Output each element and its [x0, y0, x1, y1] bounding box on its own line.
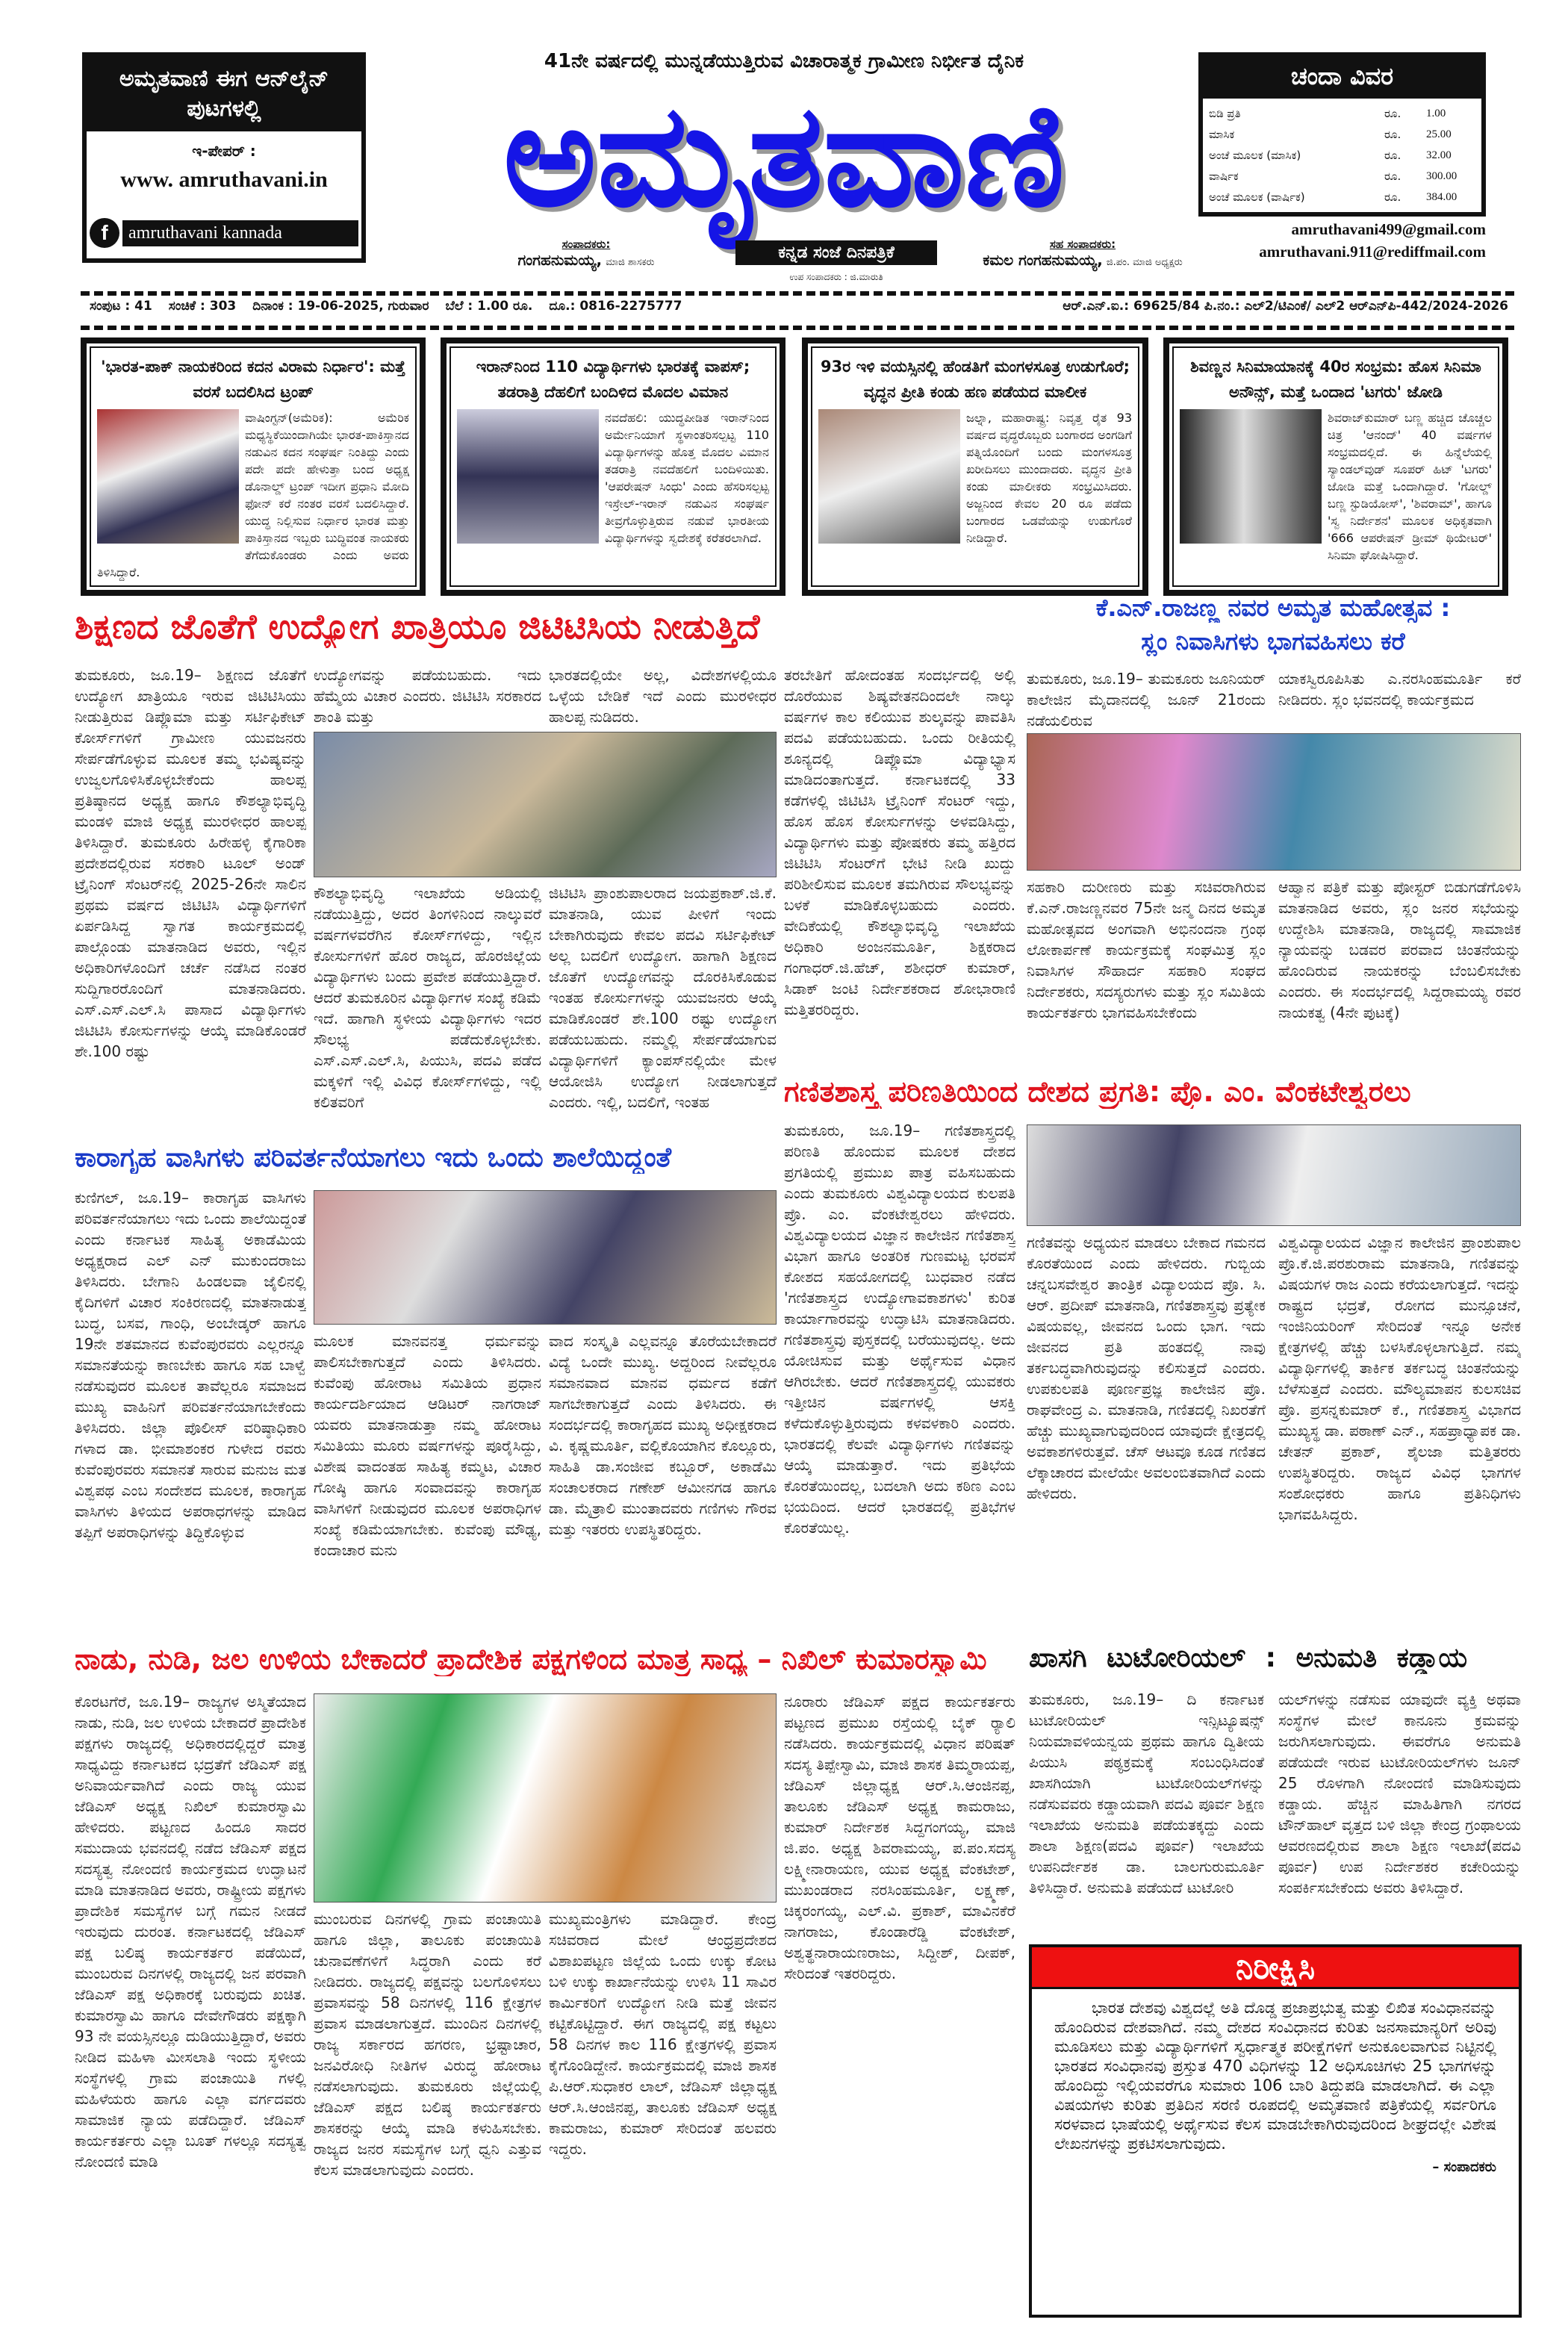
headline-maths: ಗಣಿತಶಾಸ್ತ್ರ ಪರಿಣತಿಯಿಂದ ದೇಶದ ಪ್ರಗತಿ: ಪ್ರೊ. ಎಂ. ವೆಂಕಟೇಶ್ವರಲು — [784, 1075, 1411, 1108]
subscription-row — [1209, 166, 1475, 187]
subscription-amount: 25.00 — [1426, 128, 1452, 140]
subscription-row — [1209, 187, 1475, 208]
date: ದಿನಾಂಕ : 19-06-2025, ಗುರುವಾರ — [252, 299, 429, 314]
headline-gttc: ಶಿಕ್ಷಣದ ಜೊತೆಗೆ ಉದ್ಯೋಗ ಖಾತ್ರಿಯೂ ಜಿಟಿಟಿಸಿಯ ನೀಡುತ್ತಿದೆ — [75, 606, 760, 647]
top-story-title: ಇರಾನ್‌ನಿಂದ 110 ವಿದ್ಯಾರ್ಥಿಗಳು ಭಾರತಕ್ಕೆ ವಾಪಸ್; ತಡರಾತ್ರಿ ದೆಹಲಿಗೆ ಬಂದಿಳಿದ ಮೊದಲ ವಿಮಾನ — [476, 358, 750, 401]
logo: ಅಮೃತವಾಣಿ — [503, 73, 1065, 238]
facebook-handle: amruthavani kannada — [122, 220, 358, 246]
subscription-row — [1209, 145, 1475, 166]
editor-name: ಗಂಗಹನುಮಯ್ಯ, — [517, 251, 603, 269]
editor-title: ಮಾಜಿ ಶಾಸಕರು — [606, 257, 655, 268]
top-story-title: 'ಭಾರತ-ಪಾಕ್ ನಾಯಕರಿಂದ ಕದನ ವಿರಾಮ ನಿರ್ಧಾರ': ಮತ್ತೆ ವರಸೆ ಬದಲಿಸಿದ ಟ್ರಂಪ್ — [101, 358, 405, 401]
epaper-label: ಇ-ಪೇಪರ್ : — [192, 142, 256, 160]
article-text: ಕುಣಿಗಲ್, ಜೂ.19– ಕಾರಾಗೃಹ ವಾಸಿಗಳು ಪರಿವರ್ತನೆಯಾಗಲು ಇದು ಒಂದು ಶಾಲೆಯಿದ್ದಂತೆ ಎಂದು ಕರ್ನಾಟಕ ಸಾಹಿತ್ಯ ಅಕಾಡೆಮಿಯ ಅಧ್ಯಕ್ಷರಾದ ಎಲ್ ಎನ್ ಮುಕುಂದರಾಜು ತಿಳಿಸಿದರು. ಬೇಗಾನಿ ಹಿಂಡಲವಾ ಜೈಲಿನಲ್ಲಿ ಕೈದಿಗಳಿಗೆ ವಿಚಾರ ಸಂಕಿರಣದಲ್ಲಿ ಮಾತನಾಡುತ್ತ ಬುದ್ಧ, ಬಸವ, ಗಾಂಧಿ, ಅಂಬೇಡ್ಕರ್ ಹಾಗೂ 19ನೇ ಶತಮಾನದ ಕುವೆಂಪುರವರು ಎಲ್ಲರನ್ನೂ ಸಮಾನತೆಯನ್ನು ಕಾಣಬೇಕು ಹಾಗೂ ಸಹ ಬಾಳ್ವೆ ನಡೆಸುವುದರ ಮೂಲಕ ತಾವೆಲ್ಲರೂ ಸಮಾಜದ ಮುಖ್ಯ ವಾಹಿನಿಗೆ ಪರಿವರ್ತನೆಯಾಗಬೇಕೆಂದು ತಿಳಿಸಿದರು. ಜಿಲ್ಲಾ ಪೊಲೀಸ್ ವರಿಷ್ಠಾಧಿಕಾರಿ ಗಳಾದ ಡಾ. ಭೀಮಾಶಂಕರ ಗುಳೇದ ರವರು ಕುವೆಂಪುರವರು ಸಮಾನತೆ ಸಾರುವ ಮನುಜ ಮತ ವಿಶ್ವಪಥ ಎಂಬ ಸಂದೇಶದ ಮೂಲಕ, ಕಾರಾಗೃಹ ವಾಸಿಗಳು ತಿಳಿಯದ ಅಪರಾಧಗಳನ್ನು ಮಾಡಿದ ತಪ್ಪಿಗೆ ಅಪರಾಧಿಗಳನ್ನು ತಿದ್ದಿಕೊಳ್ಳುವ — [75, 1189, 306, 1541]
volume: ಸಂಪುಟ : 41 — [90, 299, 152, 314]
top-story-text: ವಾಷಿಂಗ್ಟನ್(ಅಮೆರಿಕ): ಅಮೆರಿಕ ಮಧ್ಯಸ್ಥಿಕೆಯಿಂದಾಗಿಯೇ ಭಾರತ-ಪಾಕಿಸ್ತಾನದ ನಡುವಿನ ಕದನ ಸಂಘರ್ಷ ನಿಂತಿದ್ದು ಎಂದು ಪದೇ ಪದೇ ಹೇಳುತ್ತಾ ಬಂದ ಅಧ್ಯಕ್ಷ ಡೊನಾಲ್ಡ್ ಟ್ರಂಪ್ ಇದೀಗ ಪ್ರಧಾನಿ ಮೋದಿ ಫೋನ್ ಕರೆ ನಂತರ ವರಸೆ ಬದಲಿಸಿದ್ದಾರೆ. ಯುದ್ಧ ನಿಲ್ಲಿಸುವ ನಿರ್ಧಾರ ಭಾರತ ಮತ್ತು ಪಾಕಿಸ್ತಾನದ ಇಬ್ಬರು ಬುದ್ಧಿವಂತ ನಾಯಕರು ತೆಗೆದುಕೊಂಡರು ಎಂದು ಅವರು ತಿಳಿಸಿದ್ದಾರೆ. — [97, 411, 409, 579]
online-box — [82, 52, 366, 263]
article-text: ತುಮಕೂರು, ಜೂ.19– ಶಿಕ್ಷಣದ ಜೊತೆಗೆ ಉದ್ಯೋಗ ಖಾತ್ರಿಯೂ ಇರುವ ಜಿಟಿಟಿಸಿಯು ನೀಡುತ್ತಿರುವ ಡಿಪ್ಲೊಮಾ ಮತ್ತು ಸರ್ಟಿಫಿಕೇಟ್ ಕೋರ್ಸ್‌ಗಳಿಗೆ ಗ್ರಾಮೀಣ ಯುವಜನರು ಸೇರ್ಪಡೆಗೊಳ್ಳುವ ಮೂಲಕ ತಮ್ಮ ಭವಿಷ್ಯವನ್ನು ಉಜ್ವಲಗೊಳಿಸಿಕೊಳ್ಳಬೇಕೆಂದು ಹಾಲಪ್ಪ ಪ್ರತಿಷ್ಠಾನದ ಅಧ್ಯಕ್ಷ ಹಾಗೂ ಕೌಶಲ್ಯಾಭಿವೃದ್ಧಿ ಮಂಡಳಿ ಮಾಜಿ ಅಧ್ಯಕ್ಷ ಮುರಳೀಧರ ಹಾಲಪ್ಪ ತಿಳಿಸಿದ್ದಾರೆ. ತುಮಕೂರು ಹಿರೇಹಳ್ಳಿ ಕೈಗಾರಿಕಾ ಪ್ರದೇಶದಲ್ಲಿರುವ ಸರಕಾರಿ ಟೂಲ್ ಅಂಡ್ ಟ್ರೈನಿಂಗ್ ಸೆಂಟರ್‌ನಲ್ಲಿ 2025-26ನೇ ಸಾಲಿನ ಪ್ರಥಮ ವರ್ಷದ ಜಿಟಿಟಿಸಿ ವಿದ್ಯಾರ್ಥಿಗಳಿಗೆ ಏರ್ಪಡಿಸಿದ್ದ ಸ್ವಾಗತ ಕಾರ್ಯಕ್ರಮದಲ್ಲಿ ಪಾಲ್ಗೊಂಡು ಮಾತನಾಡಿದ ಅವರು, ಇಲ್ಲಿನ ಅಧಿಕಾರಿಗಳೊಂದಿಗೆ ಚರ್ಚೆ ನಡೆಸಿದ ನಂತರ ಸುದ್ದಿಗಾರರೊಂದಿಗೆ ಮಾತನಾಡಿದರು. ಎಸ್.ಎಸ್.ಎಲ್.ಸಿ ಪಾಸಾದ ವಿದ್ಯಾರ್ಥಿಗಳು ಜಿಟಿಟಿಸಿ ಕೋರ್ಸುಗಳನ್ನು ಆಯ್ಕೆ ಮಾಡಿಕೊಂಡರೆ ಶೇ.100 ರಷ್ಟು — [75, 666, 306, 1060]
sub-editor: ಉಪ ಸಂಪಾದಕರು : ಜಿ.ಮಾರುತಿ — [789, 272, 883, 282]
article-text: ವಿಶ್ವವಿದ್ಯಾಲಯದ ವಿಜ್ಞಾನ ಕಾಲೇಜಿನ ಪ್ರಾಂಶುಪಾಲ ಪ್ರೊ.ಕೆ.ಜಿ.ಪರಶುರಾಮ ಮಾತನಾಡಿ, ಗಣಿತವನ್ನು ವಿಷಯಗಳ ರಾಜ ಎಂದು ಕರೆಯಲಾಗುತ್ತದೆ. ಇದನ್ನು ರಾಷ್ಟ್ರದ ಭದ್ರತೆ, ರೋಗದ ಮುನ್ಸೂಚನೆ, ಇಂಜಿನಿಯರಿಂಗ್ ಸೇರಿದಂತೆ ಇನ್ನೂ ಅನೇಕ ಕ್ಷೇತ್ರಗಳಲ್ಲಿ ಹೆಚ್ಚು ಬಳಸಿಕೊಳ್ಳಲಾಗುತ್ತಿದೆ. ನಮ್ಮ ವಿದ್ಯಾರ್ಥಿಗಳಲ್ಲಿ ತಾರ್ಕಿಕ ತರ್ಕಬದ್ಧ ಚಿಂತನೆಯನ್ನು ಬೆಳೆಸುತ್ತದೆ ಎಂದರು. ಮೌಲ್ಯಮಾಪನ ಕುಲಸಚಿವ ಪ್ರೊ. ಪ್ರಸನ್ನಕುಮಾರ್ ಕೆ., ಗಣಿತಶಾಸ್ತ್ರ ವಿಭಾಗದ ಮುಖ್ಯಸ್ಥ ಡಾ. ಪಠಾಣ್ ಎನ್., ಸಹಪ್ರಾಧ್ಯಾಪಕ ಡಾ. ಚೇತನ್ ಪ್ರಕಾಶ್, ಶೈಲಜಾ ಮತ್ತಿತರರು ಉಪಸ್ಥಿತರಿದ್ದರು. ರಾಜ್ಯದ ವಿವಿಧ ಭಾಗಗಳ ಸಂಶೋಧಕರು ಹಾಗೂ ಪ್ರತಿನಿಧಿಗಳು ಭಾಗವಹಿಸಿದ್ದರು. — [1278, 1233, 1521, 1523]
subscription-currency: ರೂ. — [1384, 107, 1401, 120]
subscription-box — [1198, 52, 1486, 217]
top-story-photo — [97, 409, 239, 544]
article-text: ಕೊರಟಗೆರೆ, ಜೂ.19– ರಾಜ್ಯಗಳ ಅಸ್ಮಿತೆಯಾದ ನಾಡು, ನುಡಿ, ಜಲ ಉಳಿಯ ಬೇಕಾದರೆ ಪ್ರಾದೇಶಿಕ ಪಕ್ಷಗಳು ರಾಜ್ಯದಲ್ಲಿ ಅಧಿಕಾರದಲ್ಲಿದ್ದರೆ ಮಾತ್ರ ಸಾಧ್ಯವಿದ್ದು ಕರ್ನಾಟಕದ ಭದ್ರತೆಗೆ ಜೆಡಿಎಸ್ ಪಕ್ಷ ಅನಿವಾರ್ಯವಾಗಿದೆ ಎಂದು ರಾಜ್ಯ ಯುವ ಜೆಡಿಎಸ್ ಅಧ್ಯಕ್ಷ ನಿಖಿಲ್ ಕುಮಾರಸ್ವಾಮಿ ಹೇಳಿದರು. ಪಟ್ಟಣದ ಹಿಂದೂ ಸಾದರ ಸಮುದಾಯ ಭವನದಲ್ಲಿ ನಡೆದ ಜೆಡಿಎಸ್ ಪಕ್ಷದ ಸದಸ್ಯತ್ವ ನೋಂದಣಿ ಕಾರ್ಯಕ್ರಮದ ಉದ್ಘಾಟನೆ ಮಾಡಿ ಮಾತನಾಡಿದ ಅವರು, ರಾಷ್ಟ್ರೀಯ ಪಕ್ಷಗಳು ಪ್ರಾದೇಶಿಕ ಸಮಸ್ಯೆಗಳ ಬಗ್ಗೆ ಗಮನ ನೀಡದೆ ಇರುವುದು ದುರಂತ. ಕರ್ನಾಟಕದಲ್ಲಿ ಜೆಡಿಎಸ್ ಪಕ್ಷ ಬಲಿಷ್ಠ ಕಾರ್ಯಕರ್ತರ ಪಡೆಯಿದೆ, ಮುಂಬರುವ ದಿನಗಳಲ್ಲಿ ರಾಜ್ಯದಲ್ಲಿ ಜನ ಪರವಾಗಿ ಜೆಡಿಎಸ್ ಪಕ್ಷ ಅಧಿಕಾರಕ್ಕೆ ಬರುವುದು ಖಚಿತ. ಕುಮಾರಸ್ವಾಮಿ ಹಾಗೂ ದೇವೇಗೌಡರು ಪಕ್ಷಕ್ಕಾಗಿ 93 ನೇ ವಯಸ್ಸಿನಲ್ಲೂ ದುಡಿಯುತ್ತಿದ್ದಾರೆ, ಅವರು ನೀಡಿದ ಮಹಿಳಾ ಮೀಸಲಾತಿ ಇಂದು ಸ್ಥಳೀಯ ಸಂಸ್ಥೆಗಳಲ್ಲಿ ಗ್ರಾಮ ಪಂಚಾಯಿತಿ ಗಳಲ್ಲಿ ಮಹಿಳೆಯರು ಹಾಗೂ ಎಲ್ಲಾ ವರ್ಗದವರು ಸಾಮಾಜಿಕ ನ್ಯಾಯ ಪಡೆದಿದ್ದಾರೆ. ಜೆಡಿಎಸ್ ಕಾರ್ಯಕರ್ತರು ಎಲ್ಲಾ ಬೂತ್ ಗಳಲ್ಲೂ ಸದಸ್ಯತ್ವ ನೋಂದಣಿ ಮಾಡಿ — [75, 1693, 306, 2171]
top-story-text: ನವದೆಹಲಿ: ಯುದ್ಧಪೀಡಿತ ಇರಾನ್‌ನಿಂದ ಅರ್ಮೇನಿಯಾಗೆ ಸ್ಥಳಾಂತರಿಸಲ್ಪಟ್ಟ 110 ವಿದ್ಯಾರ್ಥಿಗಳನ್ನು ಹೊತ್ತ ಮೊದಲ ವಿಮಾನ ತಡರಾತ್ರಿ ನವದೆಹಲಿಗೆ ಬಂದಿಳಿಯಿತು. 'ಆಪರೇಷನ್ ಸಿಂಧು' ಎಂದು ಹೆಸರಿಸಲ್ಪಟ್ಟ ಇಸ್ರೇಲ್-ಇರಾನ್ ನಡುವಿನ ಸಂಘರ್ಷ ತೀವ್ರಗೊಳ್ಳುತ್ತಿರುವ ನಡುವೆ ಭಾರತೀಯ ವಿದ್ಯಾರ್ಥಿಗಳನ್ನು ಸ್ವದೇಶಕ್ಕೆ ಕರೆತರಲಾಗಿದೆ. — [605, 411, 769, 545]
article-text: ಜಿಟಿಟಿಸಿ ಪ್ರಾಂಶುಪಾಲರಾದ ಜಯಪ್ರಕಾಶ್.ಜಿ.ಕೆ. ಮಾತನಾಡಿ, ಯುವ ಪೀಳಿಗೆ ಇಂದು ಬೇಕಾಗಿರುವುದು ಕೇವಲ ಪದವಿ ಸರ್ಟಿಫಿಕೇಟ್ ಅಲ್ಲ ಬದಲಿಗೆ ಉದ್ಯೋಗ. ಹಾಗಾಗಿ ಶಿಕ್ಷಣದ ಜೊತೆಗೆ ಉದ್ಯೋಗವನ್ನು ದೊರಕಿಸಿಕೊಡುವ ಇಂತಹ ಕೋರ್ಸುಗಳನ್ನು ಯುವಜನರು ಆಯ್ಕೆ ಮಾಡಿಕೊಂಡರೆ ಶೇ.100 ರಷ್ಟು ಉದ್ಯೋಗ ಪಡೆಯಬಹುದು. ನಮ್ಮಲ್ಲಿ ಸೇರ್ಪಡೆಯಾಗುವ ವಿದ್ಯಾರ್ಥಿಗಳಿಗೆ ಕ್ಯಾಂಪಸ್‌ನಲ್ಲಿಯೇ ಮೇಳ ಆಯೋಜಿಸಿ ಉದ್ಯೋಗ ನೀಡಲಾಗುತ್ತದೆ ಎಂದರು. ಇಲ್ಲಿ, ಬದಲಿಗೆ, ಇಂತಹ — [549, 884, 777, 1111]
subscription-amount: 32.00 — [1426, 149, 1452, 161]
article-text: ಯಲ್‌ಗಳನ್ನು ನಡೆಸುವ ಯಾವುದೇ ವ್ಯಕ್ತಿ ಅಥವಾ ಸಂಸ್ಥೆಗಳ ಮೇಲೆ ಕಾನೂನು ಕ್ರಮವನ್ನು ಜರುಗಿಸಲಾಗುವುದು. ಈವರೆಗೂ ಅನುಮತಿ ಪಡೆಯದೇ ಇರುವ ಟುಟೋರಿಯಲ್‌ಗಳು ಜೂನ್ 25 ರೊಳಗಾಗಿ ನೋಂದಣಿ ಮಾಡಿಸುವುದು ಕಡ್ಡಾಯ. ಹೆಚ್ಚಿನ ಮಾಹಿತಿಗಾಗಿ ನಗರದ ಟೌನ್‌ಹಾಲ್ ವೃತ್ತದ ಬಳಿ ಜಿಲ್ಲಾ ಕೇಂದ್ರ ಗ್ರಂಥಾಲಯ ಆವರಣದಲ್ಲಿರುವ ಶಾಲಾ ಶಿಕ್ಷಣ ಇಲಾಖೆ(ಪದವಿ ಪೂರ್ವ) ಉಪ ನಿರ್ದೇಶಕರ ಕಚೇರಿಯನ್ನು ಸಂಪರ್ಕಿಸಬೇಕೆಂದು ಅವರು ತಿಳಿಸಿದ್ದಾರೆ. — [1278, 1690, 1521, 1897]
top-story-photo — [457, 409, 599, 544]
event-photo — [314, 1190, 777, 1325]
article-text: ತುಮಕೂರು, ಜೂ.19– ತುಮಕೂರು ಜೂನಿಯರ್ ಕಾಲೇಜಿನ ಮೈದಾನದಲ್ಲಿ ಜೂನ್ 21ರಂದು ನಡೆಯಲಿರುವ — [1027, 670, 1266, 729]
top-story-text: ಜಲ್ನಾ, ಮಹಾರಾಷ್ಟ್ರ: ನಿವೃತ್ತ ರೈತ 93 ವರ್ಷದ ವೃದ್ಧರೊಬ್ಬರು ಬಂಗಾರದ ಅಂಗಡಿಗೆ ಪತ್ನಿಯೊಂದಿಗೆ ಬಂದು ಮಂಗಳಸೂತ್ರ ಖರೀದಿಸಲು ಮುಂದಾದರು. ವೃದ್ಧನ ಪ್ರೀತಿ ಕಂಡು ಮಾಲೀಕರು ಸಂಭ್ರಮಿಸಿದರು. ಅಜ್ಜನಿಂದ ಕೇವಲ 20 ರೂ ಪಡೆದು ಬಂಗಾರದ ಒಡವೆಯನ್ನು ಉಡುಗೊರೆ ನೀಡಿದ್ದಾರೆ. — [966, 411, 1132, 545]
co-editor-block — [945, 237, 1221, 269]
subscription-label: ಅಂಚೆ ಮೂಲಕ (ವಾರ್ಷಿಕ) — [1209, 190, 1305, 204]
top-story[interactable] — [441, 337, 785, 596]
editorial-box — [1029, 1944, 1522, 2318]
subscription-currency: ರೂ. — [1384, 128, 1401, 141]
headline-jail: ಕಾರಾಗೃಹ ವಾಸಿಗಳು ಪರಿವರ್ತನೆಯಾಗಲು ಇದು ಒಂದು ಶಾಲೆಯಿದ್ದಂತೆ — [75, 1142, 672, 1173]
divider — [81, 326, 1514, 330]
headline-tutorial: ಖಾಸಗಿ ಟುಟೋರಿಯಲ್ : ಅನುಮತಿ ಕಡ್ಡಾಯ — [1029, 1643, 1468, 1673]
article-text: ಮುಖ್ಯಮಂತ್ರಿಗಳು ಮಾಡಿದ್ದಾರೆ. ಕೇಂದ್ರ ಸಚಿವರಾದ ಮೇಲೆ ಆಂಧ್ರಪ್ರದೇಶದ ವಿಶಾಖಪಟ್ಟಣ ಜಿಲ್ಲೆಯ ಒಂದು ಉಕ್ಕು ಕೋಟ ಬಳಿ ಉಕ್ಕು ಕಾರ್ಖಾನೆಯನ್ನು ಉಳಿಸಿ 11 ಸಾವಿರ ಕಾರ್ಮಿಕರಿಗೆ ಉದ್ಯೋಗ ನೀಡಿ ಮತ್ತೆ ಜೀವನ ಕಟ್ಟಿಕೊಟ್ಟಿದ್ದಾರೆ. ಈಗ ರಾಜ್ಯದಲ್ಲಿ ಪಕ್ಷ ಕಟ್ಟಲು 58 ದಿನಗಳ ಕಾಲ 116 ಕ್ಷೇತ್ರಗಳಲ್ಲಿ ಪ್ರವಾಸ ಕೈಗೊಂಡಿದ್ದೇನೆ. ಕಾರ್ಯಕ್ರಮದಲ್ಲಿ ಮಾಜಿ ಶಾಸಕ ಪಿ.ಆರ್.ಸುಧಾಕರ ಲಾಲ್, ಜೆಡಿಎಸ್ ಜಿಲ್ಲಾಧ್ಯಕ್ಷ ಆರ್.ಸಿ.ಆಂಜಿನಪ್ಪ, ತಾಲೂಕು ಜೆಡಿಎಸ್ ಅಧ್ಯಕ್ಷ ಕಾಮರಾಜು, ಕುಮಾರ್ ಸೇರಿದಂತೆ ಹಲವರು ಇದ್ದರು. — [549, 1910, 777, 2158]
subscription-row — [1209, 103, 1475, 124]
event-photo — [1027, 1124, 1521, 1226]
article-text: ಯಾಕಸ್ವಿರೂಪಿಸಿತು ಎ.ನರಸಿಂಹಮೂರ್ತಿ ಕರೆ ನೀಡಿದರು. ಸ್ಲಂ ಭವನದಲ್ಲಿ ಕಾರ್ಯಕ್ರಮದ — [1278, 670, 1521, 709]
website-link[interactable]: www. amruthavani.in — [120, 167, 328, 192]
facebook-link[interactable] — [90, 218, 358, 248]
subscription-amount: 1.00 — [1426, 108, 1446, 119]
subscription-table — [1203, 99, 1481, 212]
top-story[interactable] — [81, 337, 426, 596]
subscription-row — [1209, 124, 1475, 145]
article-text: ಮೂಲಕ ಮಾನವನತ್ತ ಧರ್ಮವನ್ನು ಪಾಲಿಸಬೇಕಾಗುತ್ತದೆ ಎಂದು ತಿಳಿಸಿದರು. ಕುವೆಂಪು ಹೋರಾಟ ಸಮಿತಿಯ ಪ್ರಧಾನ ಕಾರ್ಯದರ್ಶಿಯಾದ ಆಡಿಟರ್ ನಾಗರಾಜ್ ಯವರು ಮಾತನಾಡುತ್ತಾ ನಮ್ಮ ಹೋರಾಟ ಸಮಿತಿಯು ಮೂರು ವರ್ಷಗಳನ್ನು ಪೂರೈಸಿದ್ದು, ವಿಶೇಷ ವಾದಂತಹ ಸಾಹಿತ್ಯ ಕಮ್ಮಟ, ವಿಚಾರ ಗೋಷ್ಠಿ ಹಾಗೂ ಸಂವಾದವನ್ನು ಕಾರಾಗೃಹ ವಾಸಿಗಳಿಗೆ ನೀಡುವುದರ ಮೂಲಕ ಅಪರಾಧಿಗಳ ಸಂಖ್ಯೆ ಕಡಿಮೆಯಾಗಬೇಕು. ಕುವೆಂಪು ಮೌಢ್ಯ, ಕಂದಾಚಾರ ಮನು — [314, 1332, 541, 1559]
article-text: ಕೌಶಲ್ಯಾಭಿವೃದ್ಧಿ ಇಲಾಖೆಯ ಅಡಿಯಲ್ಲಿ ನಡೆಯುತ್ತಿದ್ದು, ಅದರ ತಿಂಗಳಿನಿಂದ ನಾಲ್ಕುವರೆ ವರ್ಷಗಳವರೆಗಿನ ಕೋರ್ಸ್‌ಗಳಿದ್ದು, ಇಲ್ಲಿನ ಕೋರ್ಸುಗಳಿಗೆ ಹೊರ ರಾಜ್ಯದ, ಹೊರಜಿಲ್ಲೆಯ ವಿದ್ಯಾರ್ಥಿಗಳು ಬಂದು ಪ್ರವೇಶ ಪಡೆಯುತ್ತಿದ್ದಾರೆ. ಆದರೆ ತುಮಕೂರಿನ ವಿದ್ಯಾರ್ಥಿಗಳ ಸಂಖ್ಯೆ ಕಡಿಮೆ ಇದೆ. ಹಾಗಾಗಿ ಸ್ಥಳೀಯ ವಿದ್ಯಾರ್ಥಿಗಳು ಇದರ ಸೌಲಭ್ಯ ಪಡೆದುಕೊಳ್ಳಬೇಕು. ಎಸ್.ಎಸ್.ಎಲ್.ಸಿ, ಪಿಯುಸಿ, ಪದವಿ ಪಡೆದ ಮಕ್ಕಳಿಗೆ ಇಲ್ಲಿ ವಿವಿಧ ಕೋರ್ಸ್‌ಗಳಿದ್ದು, ಇಲ್ಲಿ ಕಲಿತವರಿಗೆ — [314, 884, 541, 1111]
email-secondary[interactable]: amruthavani.911@rediffmail.com — [1259, 243, 1486, 261]
issue: ಸಂಚಿಕೆ : 303 — [168, 299, 237, 314]
article-text: ಸಹಕಾರಿ ದುರೀಣರು ಮತ್ತು ಸಚಿವರಾಗಿರುವ ಕೆ.ಎನ್.ರಾಜಣ್ಣನವರ 75ನೇ ಜನ್ಮ ದಿನದ ಅಮೃತ ಮಹೋತ್ಸವದ ಅಂಗವಾಗಿ ಅಭಿನಂದನಾ ಗ್ರಂಥ ಲೋಕಾರ್ಪಣೆ ಕಾರ್ಯಕ್ರಮಕ್ಕೆ ಸಂಘಮಿತ್ರ ಸ್ಲಂ ನಿವಾಸಿಗಳ ಸೌಹಾರ್ದ ಸಹಕಾರಿ ಸಂಘದ ನಿರ್ದೇಶಕರು, ಸದಸ್ಯರುಗಳು ಮತ್ತು ಸ್ಲಂ ಸಮಿತಿಯ ಕಾರ್ಯಕರ್ತರು ಭಾಗವಹಿಸಬೇಕೆಂದು — [1027, 878, 1266, 1021]
subscription-amount: 384.00 — [1426, 191, 1457, 203]
editor-label: ಸಂಪಾದಕರು: — [561, 237, 611, 251]
editorial-signature: – ಸಂಪಾದಕರು — [1432, 2159, 1496, 2175]
subscription-amount: 300.00 — [1426, 170, 1457, 182]
top-story-text: ಶಿವರಾಜ್‌ಕುಮಾರ್ ಬಣ್ಣ ಹಚ್ಚಿದ ಚೊಚ್ಚಲ ಚಿತ್ರ 'ಆನಂದ್' 40 ವರ್ಷಗಳ ಸಂಭ್ರಮದಲ್ಲಿದೆ. ಈ ಹಿನ್ನೆಲೆಯಲ್ಲಿ ಸ್ಯಾಂಡಲ್‌ವುಡ್ ಸೂಪರ್ ಹಿಟ್ 'ಟಗರು' ಜೋಡಿ ಮತ್ತೆ ಒಂದಾಗಿದ್ದಾರೆ. 'ಗೋಲ್ಡ್ ಬಣ್ಣ ಸ್ಟುಡಿಯೋಸ್', 'ಶಿವರಾಮ್', ಹಾಗೂ 'ಸ್ವ ನಿರ್ದೇಶನ' ಮೂಲಕ ಅಧಿಕೃತವಾಗಿ '666 ಆಪರೇಷನ್ ಡ್ರೀಮ್ ಥಿಯೇಟರ್' ಸಿನಿಮಾ ಘೋಷಿಸಿದ್ದಾರೆ. — [1328, 411, 1492, 562]
top-story-photo — [818, 409, 960, 544]
tagline: 41ನೇ ವರ್ಷದಲ್ಲಿ ಮುನ್ನಡೆಯುತ್ತಿರುವ ವಿಚಾರಾತ್ಮಕ ಗ್ರಾಮೀಣ ನಿರ್ಭೀತ ದೈನಿಕ — [544, 50, 1024, 72]
co-editor-name: ಕಮಲ ಗಂಗಹನುಮಯ್ಯ, — [983, 251, 1103, 269]
divider — [81, 291, 1514, 296]
subscription-currency: ರೂ. — [1384, 169, 1401, 183]
article-text: ವಾದ ಸಂಸ್ಕೃತಿ ಎಲ್ಲವನ್ನೂ ತೊರೆಯಬೇಕಾದರೆ ವಿದ್ಯೆ ಒಂದೇ ಮುಖ್ಯ. ಅದ್ದರಿಂದ ನೀವೆಲ್ಲರೂ ಸಮಾನವಾದ ಮಾನವ ಧರ್ಮದ ಕಡೆಗೆ ಸಾಗಬೇಕಾಗುತ್ತದೆ ಎಂದು ತಿಳಿಸಿದರು. ಈ ಸಂದರ್ಭದಲ್ಲಿ ಕಾರಾಗೃಹದ ಮುಖ್ಯ ಅಧೀಕ್ಷಕರಾದ ವಿ. ಕೃಷ್ಣಮೂರ್ತಿ, ವಲ್ಲಿಕೊಯಾಗಿನ ಕೊಲ್ಲೂರು, ಸಾಹಿತಿ ಡಾ.ಸಂಜೀವ ಕಬ್ಬೂರ್, ಅಕಾಡೆಮಿ ಸಂಚಾಲಕರಾದ ಗಣೇಶ್ ಆಮೀನಗಡ ಹಾಗೂ ಡಾ. ಮೈತ್ರಾಲಿ ಮುಂತಾದವರು ಗಣಿಗಳು ಗೌರವ ಮತ್ತು ಇತರರು ಉಪಸ್ಥಿತರಿದ್ದರು. — [549, 1332, 777, 1538]
article-text: ಉದ್ಯೋಗವನ್ನು ಪಡೆಯಬಹುದು. ಇದು ಹೆಮ್ಮೆಯ ವಿಚಾರ ಎಂದರು. ಜಿಟಿಟಿಸಿ ಸರಕಾರದ ಶಾಂತಿ ಮತ್ತು — [314, 666, 541, 726]
headline-rajanna-sub: ಸ್ಲಂ ನಿವಾಸಿಗಳು ಭಾಗವಹಿಸಲು ಕರೆ — [1141, 627, 1405, 656]
article-text: ಗಣಿತವನ್ನು ಅಧ್ಯಯನ ಮಾಡಲು ಬೇಕಾದ ಗಮನದ ಕೊರತೆಯಿಂದ ಎಂದು ಹೇಳಿದರು. ಗುಬ್ಬಿಯ ಚನ್ನಬಸವೇಶ್ವರ ತಾಂತ್ರಿಕ ವಿದ್ಯಾಲಯದ ಪ್ರೊ. ಸಿ. ಆರ್. ಪ್ರದೀಪ್ ಮಾತನಾಡಿ, ಗಣಿತಶಾಸ್ತ್ರವು ಪ್ರತ್ಯೇಕ ವಿಷಯವಲ್ಲ, ಜೀವನದ ಒಂದು ಭಾಗ. ಇದು ಜೀವನದ ಪ್ರತಿ ಹಂತದಲ್ಲಿ ನಾವು ತರ್ಕಬದ್ಧವಾಗಿರುವುದನ್ನು ಕಲಿಸುತ್ತದೆ ಎಂದರು. ಉಪಕುಲಪತಿ ಪೂರ್ಣಪ್ರಜ್ಞ ಕಾಲೇಜಿನ ಪ್ರೊ. ರಾಘವೇಂದ್ರ ಎ. ಮಾತನಾಡಿ, ಗಣಿತದಲ್ಲಿ ನಿಖರತೆಗೆ ಹೆಚ್ಚು ಮುಖ್ಯವಾಗುವುದರಿಂದ ಯಾವುದೇ ಕ್ಷೇತ್ರದಲ್ಲಿ ಅವಕಾಶಗಳಿರುತ್ತವೆ. ಚೆಸ್ ಆಟವೂ ಕೂಡ ಗಣಿತದ ಲೆಕ್ಕಾಚಾರದ ಮೇಲೆಯೇ ಅವಲಂಬಿತವಾಗಿದೆ ಎಂದು ಹೇಳಿದರು. — [1027, 1233, 1266, 1502]
top-story-title: 93ರ ಇಳಿ ವಯಸ್ಸಿನಲ್ಲಿ ಹೆಂಡತಿಗೆ ಮಂಗಳಸೂತ್ರ ಉಡುಗೊರೆ; ವೃದ್ಧನ ಪ್ರೀತಿ ಕಂಡು ಹಣ ಪಡೆಯದ ಮಾಲೀಕ — [820, 358, 1130, 401]
headline-nikhil: ನಾಡು, ನುಡಿ, ಜಲ ಉಳಿಯ ಬೇಕಾದರೆ ಪ್ರಾದೇಶಿಕ ಪಕ್ಷಗಳಿಂದ ಮಾತ್ರ ಸಾಧ್ಯ – ನಿಖಿಲ್ ಕುಮಾರಸ್ವಾಮಿ — [75, 1643, 987, 1676]
article-text: ತುಮಕೂರು, ಜೂ.19– ದಿ ಕರ್ನಾಟಕ ಟುಟೋರಿಯಲ್ ಇನ್ಸಿಟ್ಯೂಷನ್ಸ್ ನಿಯಮಾವಳಿಯನ್ವಯ ಪ್ರಥಮ ಹಾಗೂ ದ್ವಿತೀಯ ಪಿಯುಸಿ ಪಠ್ಯಕ್ರಮಕ್ಕೆ ಸಂಬಂಧಿಸಿದಂತೆ ಖಾಸಗಿಯಾಗಿ ಟುಟೋರಿಯಲ್‌ಗಳನ್ನು ನಡೆಸುವವರು ಕಡ್ಡಾಯವಾಗಿ ಪದವಿ ಪೂರ್ವ ಶಿಕ್ಷಣ ಇಲಾಖೆಯ ಅನುಮತಿ ಪಡೆಯತಕ್ಕದ್ದು ಎಂದು ಶಾಲಾ ಶಿಕ್ಷಣ(ಪದವಿ ಪೂರ್ವ) ಇಲಾಖೆಯ ಉಪನಿರ್ದೇಶಕ ಡಾ. ಬಾಲಗುರುಮೂರ್ತಿ ತಿಳಿಸಿದ್ದಾರೆ. ಅನುಮತಿ ಪಡೆಯದೆ ಟುಟೋರಿ — [1029, 1690, 1264, 1897]
email-primary[interactable]: amruthavani499@gmail.com — [1291, 220, 1486, 238]
subscription-currency: ರೂ. — [1384, 190, 1401, 204]
article-text: ಭಾರತದಲ್ಲಿಯೇ ಅಲ್ಲ, ವಿದೇಶಗಳಲ್ಲಿಯೂ ಒಳ್ಳೆಯ ಬೇಡಿಕೆ ಇದೆ ಎಂದು ಮುರಳೀಧರ ಹಾಲಪ್ಪ ನುಡಿದರು. — [549, 666, 777, 726]
info-line — [90, 299, 1508, 314]
co-editor-title: ಜಿ.ಪಂ. ಮಾಜಿ ಅಧ್ಯಕ್ಷರು — [1106, 257, 1183, 268]
event-photo — [1027, 733, 1521, 871]
top-story-title: ಶಿವಣ್ಣನ ಸಿನಿಮಾಯಾನಕ್ಕೆ 40ರ ಸಂಭ್ರಮ: ಹೊಸ ಸಿನಿಮಾ ಅನೌನ್ಸ್, ಮತ್ತೆ ಒಂದಾದ 'ಟಗರು' ಜೋಡಿ — [1190, 358, 1481, 401]
event-photo — [314, 732, 777, 877]
article-text: ನೂರಾರು ಜೆಡಿಎಸ್ ಪಕ್ಷದ ಕಾರ್ಯಕರ್ತರು ಪಟ್ಟಣದ ಪ್ರಮುಖ ರಸ್ತೆಯಲ್ಲಿ ಬೈಕ್ ರ‍್ಯಾಲಿ ನಡೆಸಿದರು. ಕಾರ್ಯಕ್ರಮದಲ್ಲಿ ವಿಧಾನ ಪರಿಷತ್ ಸದಸ್ಯ ತಿಪ್ಪೇಸ್ವಾಮಿ, ಮಾಜಿ ಶಾಸಕ ತಿಮ್ಮರಾಯಪ್ಪ, ಜೆಡಿಎಸ್ ಜಿಲ್ಲಾಧ್ಯಕ್ಷ ಆರ್.ಸಿ.ಆಂಜಿನಪ್ಪ, ತಾಲೂಕು ಜೆಡಿಎಸ್ ಅಧ್ಯಕ್ಷ ಕಾಮರಾಜು, ಕುಮಾರ್ ನಿರ್ದೇಶಕ ಸಿದ್ದಗಂಗಯ್ಯ, ಮಾಜಿ ಜಿ.ಪಂ. ಅಧ್ಯಕ್ಷ ಶಿವರಾಮಯ್ಯ, ಪ.ಪಂ.ಸದಸ್ಯ ಲಕ್ಷ್ಮೀನಾರಾಯಣ, ಯುವ ಅಧ್ಯಕ್ಷ ವೆಂಕಟೇಶ್, ಮುಖಂಡರಾದ ನರಸಿಂಹಮೂರ್ತಿ, ಲಕ್ಷ್ಮಣ್, ಚಿಕ್ಕರಂಗಯ್ಯ, ಎಲ್.ವಿ. ಪ್ರಕಾಶ್, ಮಾವಿನಕೆರೆ ನಾಗರಾಜು, ಕೊಂಡಾರೆಡ್ಡಿ ವೆಂಕಟೇಶ್, ಅಶ್ವತ್ಥನಾರಾಯಣರಾಜು, ಸಿದ್ದೀಶ್, ದೀಪಕ್, ಸೇರಿದಂತೆ ಇತರರಿದ್ದರು. — [784, 1693, 1015, 1982]
editor-block — [448, 237, 724, 269]
paper-type: ಕನ್ನಡ ಸಂಜೆ ದಿನಪತ್ರಿಕೆ — [735, 240, 937, 265]
facebook-icon: f — [90, 218, 119, 248]
article-text: ತರಬೇತಿಗೆ ಹೋದಂತಹ ಸಂದರ್ಭದಲ್ಲಿ ಅಲ್ಲಿ ದೊರೆಯುವ ಶಿಷ್ಯವೇತನದಿಂದಲೇ ನಾಲ್ಕು ವರ್ಷಗಳ ಕಾಲ ಕಲಿಯುವ ಶುಲ್ಕವನ್ನು ಪಾವತಿಸಿ ಪದವಿ ಪಡೆಯಬಹುದು. ಒಂದು ರೀತಿಯಲ್ಲಿ ಶೂನ್ಯದಲ್ಲಿ ಡಿಪ್ಲೊಮಾ ವಿದ್ಯಾಭ್ಯಾಸ ಮಾಡಿದಂತಾಗುತ್ತದೆ. ಕರ್ನಾಟಕದಲ್ಲಿ 33 ಕಡೆಗಳಲ್ಲಿ ಜಿಟಿಟಿಸಿ ಟ್ರೈನಿಂಗ್ ಸೆಂಟರ್ ಇದ್ದು, ಹೊಸ ಹೊಸ ಕೋರ್ಸುಗಳನ್ನು ಅಳವಡಿಸಿದ್ದು, ವಿದ್ಯಾರ್ಥಿಗಳು ಮತ್ತು ಪೋಷಕರು ತಮ್ಮ ಹತ್ತಿರದ ಜಿಟಿಟಿಸಿ ಸೆಂಟರ್‌ಗೆ ಭೇಟಿ ನೀಡಿ ಖುದ್ದು ಪರಿಶೀಲಿಸುವ ಮೂಲಕ ತಮಗಿರುವ ಸೌಲಭ್ಯವನ್ನು ಬಳಕೆ ಮಾಡಿಕೊಳ್ಳಬಹುದು ಎಂದರು. ವೇದಿಕೆಯಲ್ಲಿ ಕೌಶಲ್ಯಾಭಿವೃದ್ಧಿ ಇಲಾಖೆಯ ಅಧಿಕಾರಿ ಅಂಜನಮೂರ್ತಿ, ಶಿಕ್ಷಕರಾದ ಗಂಗಾಧರ್.ಜಿ.ಹೆಚ್, ಶಶೀಧರ್ ಕುಮಾರ್, ಸಿಡಾಕ್ ಜಂಟಿ ನಿರ್ದೇಶಕರಾದ ಶೋಭಾರಾಣಿ ಮತ್ತಿತರರಿದ್ದರು. — [784, 666, 1015, 1018]
top-story[interactable] — [1163, 337, 1508, 596]
event-photo — [314, 1693, 777, 1903]
phone: ದೂ.: 0816-2275777 — [549, 299, 682, 314]
subscription-label: ಮಾಸಿಕ — [1209, 128, 1235, 141]
co-editor-label: ಸಹ ಸಂಪಾದಕರು: — [1049, 237, 1116, 251]
co-editor-line — [945, 251, 1221, 269]
article-text: ಆಹ್ವಾನ ಪತ್ರಿಕೆ ಮತ್ತು ಪೋಸ್ಟರ್ ಬಿಡುಗಡೆಗೊಳಿಸಿ ಮಾತನಾಡಿದ ಅವರು, ಸ್ಲಂ ಜನರ ಸಭೆಯನ್ನು ಉದ್ದೇಶಿಸಿ ಮಾತನಾಡಿ, ರಾಜ್ಯದಲ್ಲಿ ಸಾಮಾಜಿಕ ನ್ಯಾಯವನ್ನು ಬಡವರ ಪರವಾದ ಚಿಂತನೆಯನ್ನು ಹೊಂದಿರುವ ನಾಯಕರನ್ನು ಬೆಂಬಲಿಸಬೇಕು ಎಂದರು. ಈ ಸಂದರ್ಭದಲ್ಲಿ ಸಿದ್ದರಾಮಯ್ಯ ರವರ ನಾಯಕತ್ವ (4ನೇ ಪುಟಕ್ಕೆ) — [1278, 878, 1521, 1021]
price: ಬೆಲೆ : 1.00 ರೂ. — [445, 299, 533, 314]
editor-line — [448, 251, 724, 269]
headline-rajanna: ಕೆ.ಎನ್.ರಾಜಣ್ಣ ನವರ ಅಮೃತ ಮಹೋತ್ಸವ : — [1095, 594, 1451, 622]
subscription-title: ಚಂದಾ ವಿವರ — [1203, 57, 1481, 99]
subscription-label: ಅಂಚೆ ಮೂಲಕ (ಮಾಸಿಕ) — [1209, 149, 1301, 162]
top-story-photo — [1180, 409, 1322, 544]
subscription-label: ಬಿಡಿ ಪ್ರತಿ — [1209, 107, 1241, 120]
editorial-title: ನಿರೀಕ್ಷಿಸಿ — [1032, 1947, 1519, 1989]
article-text: ಮುಂಬರುವ ದಿನಗಳಲ್ಲಿ ಗ್ರಾಮ ಪಂಚಾಯಿತಿ ಹಾಗೂ ಜಿಲ್ಲಾ, ತಾಲೂಕು ಪಂಚಾಯಿತಿ ಚುನಾವಣೆಗಳಿಗೆ ಸಿದ್ಧರಾಗಿ ಎಂದು ಕರೆ ನೀಡಿದರು. ರಾಜ್ಯದಲ್ಲಿ ಪಕ್ಷವನ್ನು ಬಲಗೊಳಿಸಲು ಪ್ರವಾಸವನ್ನು 58 ದಿನಗಳಲ್ಲಿ 116 ಕ್ಷೇತ್ರಗಳ ಪ್ರವಾಸ ಮಾಡಲಾಗುತ್ತದೆ. ಮುಂದಿನ ದಿನಗಳಲ್ಲಿ ರಾಜ್ಯ ಸರ್ಕಾರದ ಹಗರಣ, ಭ್ರಷ್ಟಾಚಾರ, ಜನವಿರೋಧಿ ನೀತಿಗಳ ವಿರುದ್ಧ ಹೋರಾಟ ನಡೆಸಲಾಗುವುದು. ತುಮಕೂರು ಜಿಲ್ಲೆಯಲ್ಲಿ ಜೆಡಿಎಸ್ ಪಕ್ಷದ ಬಲಿಷ್ಠ ಕಾರ್ಯಕರ್ತರು ಶಾಸಕರನ್ನು ಆಯ್ಕೆ ಮಾಡಿ ಕಳುಹಿಸಬೇಕು. ರಾಜ್ಯದ ಜನರ ಸಮಸ್ಯೆಗಳ ಬಗ್ಗೆ ಧ್ವನಿ ಎತ್ತುವ ಕೆಲಸ ಮಾಡಲಾಗುವುದು ಎಂದರು. — [314, 1910, 541, 2179]
registration: ಆರ್.ಎನ್.ಐ.: 69625/84 ಪಿ.ನಂ.: ಎಲ್2/ಟಿಎಂಕೆ/ ಎಲ್2 ಆರ್‌ಎನ್‌ಪಿ-442/2024-2026 — [1063, 299, 1508, 314]
subscription-label: ವಾರ್ಷಿಕ — [1209, 169, 1239, 183]
editorial-body: ಭಾರತ ದೇಶವು ವಿಶ್ವದಲ್ಲೆ ಅತಿ ದೊಡ್ಡ ಪ್ರಜಾಪ್ರಭುತ್ವ ಮತ್ತು ಲಿಖಿತ ಸಂವಿಧಾನವನ್ನು ಹೊಂದಿರುವ ದೇಶವಾಗಿದೆ. ನಮ್ಮ ದೇಶದ ಸಂವಿಧಾನದ ಕುರಿತು ಜನಸಾಮಾನ್ಯರಿಗೆ ಅರಿವು ಮೂಡಿಸಲು ಮತ್ತು ವಿದ್ಯಾರ್ಥಿಗಳಿಗೆ ಸ್ವರ್ಧಾತ್ಮಕ ಪರೀಕ್ಷೆಗಳಿಗೆ ಅನುಕೂಲವಾಗುವ ನಿಟ್ಟಿನಲ್ಲಿ ಭಾರತದ ಸಂವಿಧಾನವು ಪ್ರಸ್ತುತ 470 ವಿಧಿಗಳನ್ನು 12 ಅಧಿಸೂಚಿಗಳು 25 ಭಾಗಗಳನ್ನು ಹೊಂದಿದ್ದು ಇಲ್ಲಿಯವರೆಗೂ ಸುಮಾರು 106 ಬಾರಿ ತಿದ್ದುಪಡಿ ಮಾಡಲಾಗಿದೆ. ಈ ಎಲ್ಲಾ ವಿಷಯಗಳು ಕುರಿತು ಪ್ರತಿದಿನ ಸರಣಿ ರೂಪದಲ್ಲಿ ಅಮೃತವಾಣಿ ಪತ್ರಿಕೆಯಲ್ಲಿ ಸರ್ವರಿಗೂ ಸರಳವಾದ ಭಾಷೆಯಲ್ಲಿ ಅರ್ಥೈಸುವ ಕೆಲಸ ಮಾಡಬೇಕಾಗಿರುವುದರಿಂದ ಶೀಘ್ರದಲ್ಲೇ ವಿಶೇಷ ಲೇಖನಗಳನ್ನು ಪ್ರಕಟಿಸಲಾಗುವುದು. — [1054, 1999, 1496, 2153]
article-text: ತುಮಕೂರು, ಜೂ.19– ಗಣಿತಶಾಸ್ತ್ರದಲ್ಲಿ ಪರಿಣತಿ ಹೊಂದುವ ಮೂಲಕ ದೇಶದ ಪ್ರಗತಿಯಲ್ಲಿ ಪ್ರಮುಖ ಪಾತ್ರ ವಹಿಸಬಹುದು ಎಂದು ತುಮಕೂರು ವಿಶ್ವವಿದ್ಯಾಲಯದ ಕುಲಪತಿ ಪ್ರೊ. ಎಂ. ವೆಂಕಟೇಶ್ವರಲು ಹೇಳಿದರು. ವಿಶ್ವವಿದ್ಯಾಲಯದ ವಿಜ್ಞಾನ ಕಾಲೇಜಿನ ಗಣಿತಶಾಸ್ತ್ರ ವಿಭಾಗ ಹಾಗೂ ಅಂತರಿಕ ಗುಣಮಟ್ಟ ಭರವಸೆ ಕೋಶದ ಸಹಯೋಗದಲ್ಲಿ ಬುಧವಾರ ನಡೆದ 'ಗಣಿತಶಾಸ್ತ್ರದ ಉದ್ಯೋಗಾವಕಾಶಗಳು' ಕುರಿತ ಕಾರ್ಯಾಗಾರವನ್ನು ಉದ್ಘಾಟಿಸಿ ಮಾತನಾಡಿದರು. ಗಣಿತಶಾಸ್ತ್ರವು ಪುಸ್ತಕದಲ್ಲಿ ಬರೆಯುವುದಲ್ಲ. ಅದು ಯೋಚಿಸುವ ಮತ್ತು ಅರ್ಥೈಸುವ ವಿಧಾನ ಆಗಿರಬೇಕು. ಆದರೆ ಗಣಿತಶಾಸ್ತ್ರದಲ್ಲಿ ಯುವಕರು ಇತ್ತೀಚಿನ ವರ್ಷಗಳಲ್ಲಿ ಆಸಕ್ತಿ ಕಳೆದುಕೊಳ್ಳುತ್ತಿರುವುದು ಕಳವಳಕಾರಿ ಎಂದರು. ಭಾರತದಲ್ಲಿ ಕೆಲವೇ ವಿದ್ಯಾರ್ಥಿಗಳು ಗಣಿತವನ್ನು ಆಯ್ಕೆ ಮಾಡುತ್ತಾರೆ. ಇದು ಪ್ರತಿಭೆಯ ಕೊರತೆಯಿಂದಲ್ಲ, ಬದಲಾಗಿ ಅದು ಕಠಿಣ ಎಂಬ ಭಯದಿಂದ. ಆದರೆ ಭಾರತದಲ್ಲಿ ಪ್ರತಿಭೆಗಳ ಕೊರತೆಯಿಲ್ಲ. — [784, 1121, 1015, 1537]
top-story[interactable] — [802, 337, 1148, 596]
subscription-currency: ರೂ. — [1384, 149, 1401, 162]
online-box-title: ಅಮೃತವಾಣಿ ಈಗ ಆನ್‌ಲೈನ್ ಪುಟಗಳಲ್ಲಿ — [87, 57, 361, 131]
